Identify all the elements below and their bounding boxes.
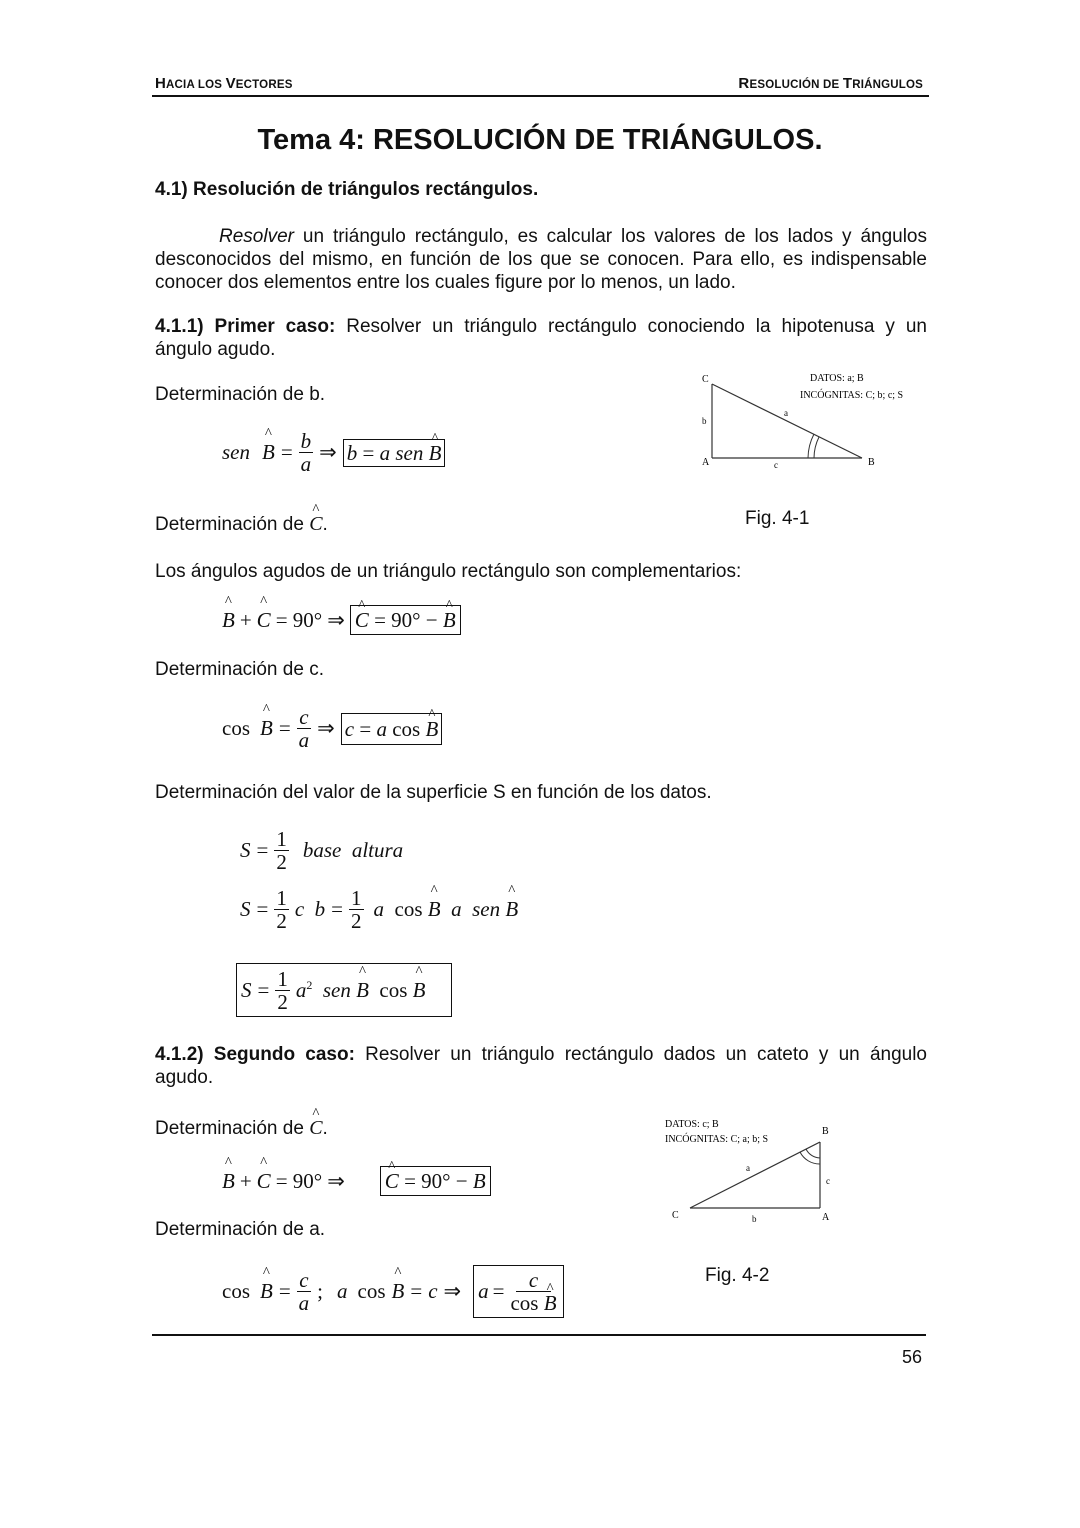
intro-text: un triángulo rectángulo, es calcular los valores de los lados y ángulos desconocidos del mismo, en función de los que se conocen. Para ello, es indispensable conocer dos elementos entre los cuales figure por lo menos, un lado. — [155, 226, 927, 293]
fig2-caption: Fig. 4-2 — [705, 1265, 770, 1286]
fig1-side-b: b — [702, 416, 707, 426]
fig2-incognitas: INCÓGNITAS: C; a; b; S — [665, 1134, 769, 1145]
running-header-right: RESOLUCIÓN DE TRIÁNGULOS — [738, 75, 923, 92]
page-number: 56 — [901, 1347, 922, 1367]
fig2-vertex-A: A — [822, 1212, 830, 1223]
case2-det-C-text: Determinación de — [155, 1118, 304, 1139]
footer-rule — [152, 1334, 926, 1336]
figure-4-1 — [690, 366, 930, 476]
formula-S-2: S = $\frac{1}{2}$ c b = $\frac{1}{2}$ a cos ^ B a sen ^ B — [240, 887, 518, 932]
case1-heading — [155, 315, 927, 361]
fig2-vertex-C: C — [672, 1210, 679, 1221]
figure-4-2 — [660, 1112, 860, 1227]
fig2-side-c: c — [826, 1176, 830, 1186]
header-rule — [152, 95, 929, 97]
fig2-side-a: a — [746, 1163, 750, 1173]
fig1-caption: Fig. 4-1 — [745, 508, 810, 529]
case2-det-C-label: Determinación de ^ C. — [155, 1117, 328, 1140]
formula-a: cos ^ B = $\frac{c}{a}$ ; a cos ^ B = c ⇒ a = $\frac{c}{\cos \^{} B}$ — [222, 1265, 564, 1318]
det-S-label: Determinación del valor de la superficie S en función de los datos. — [155, 782, 712, 803]
fig2-vertex-B: B — [822, 1126, 829, 1137]
det-C-text: Determinación de — [155, 514, 304, 535]
complementary-text: Los ángulos agudos de un triángulo rectángulo son complementarios: — [155, 561, 742, 582]
fig1-vertex-B: B — [868, 457, 875, 468]
fig1-side-a: a — [784, 408, 788, 418]
intro-italic: Resolver — [219, 226, 294, 247]
fig2-datos: DATOS: c; B — [665, 1119, 719, 1130]
formula-c: cos ^ B = $\frac{c}{a}$ ⇒ c = a cos ^ B — [222, 706, 442, 751]
fig2-side-b: b — [752, 1214, 757, 1224]
fig1-vertex-A: A — [702, 457, 710, 468]
case1-heading-label: 4.1.1) Primer caso: — [155, 316, 336, 337]
formula-b: sen ^ B = $\frac{b}{a}$ ⇒ b = a sen ^ B — [222, 430, 445, 475]
fig1-incognitas: INCÓGNITAS: C; b; c; S — [800, 390, 904, 401]
fig1-vertex-C: C — [702, 374, 709, 385]
fig1-side-c: c — [774, 460, 778, 470]
det-C-label: Determinación de ^ C. — [155, 513, 328, 536]
det-b-label: Determinación de b. — [155, 384, 326, 405]
case2-heading — [155, 1043, 927, 1089]
det-a-label: Determinación de a. — [155, 1219, 326, 1240]
section-heading: 4.1) Resolución de triángulos rectángulos. — [155, 179, 539, 200]
case2-heading-label: 4.1.2) Segundo caso: — [155, 1044, 355, 1065]
formula-C-complement: ^ B + ^ C = 90° ⇒ ^ C = 90° − ^ B — [222, 605, 461, 635]
case2-formula-C: ^ B + ^ C = 90° ⇒ ^ C = 90° − B — [222, 1166, 491, 1196]
fig1-datos: DATOS: a; B — [810, 373, 864, 384]
page-title: Tema 4: RESOLUCIÓN DE TRIÁNGULOS. — [257, 124, 823, 156]
case1-heading-text: Resolver un triángulo rectángulo conociendo la hipotenusa y un ángulo agudo. — [155, 316, 927, 360]
formula-S-1: S = $\frac{1}{2}$ base altura — [240, 827, 404, 874]
formula-S-boxed: S = $\frac{1}{2}$ $a^2$ sen ^ B cos ^ B — [236, 963, 452, 1017]
running-header-left: HACIA LOS VECTORES — [155, 75, 293, 92]
intro-paragraph — [155, 225, 927, 294]
det-c-label: Determinación de c. — [155, 659, 324, 680]
case2-heading-text: Resolver un triángulo rectángulo dados un cateto y un ángulo agudo. — [155, 1044, 928, 1088]
